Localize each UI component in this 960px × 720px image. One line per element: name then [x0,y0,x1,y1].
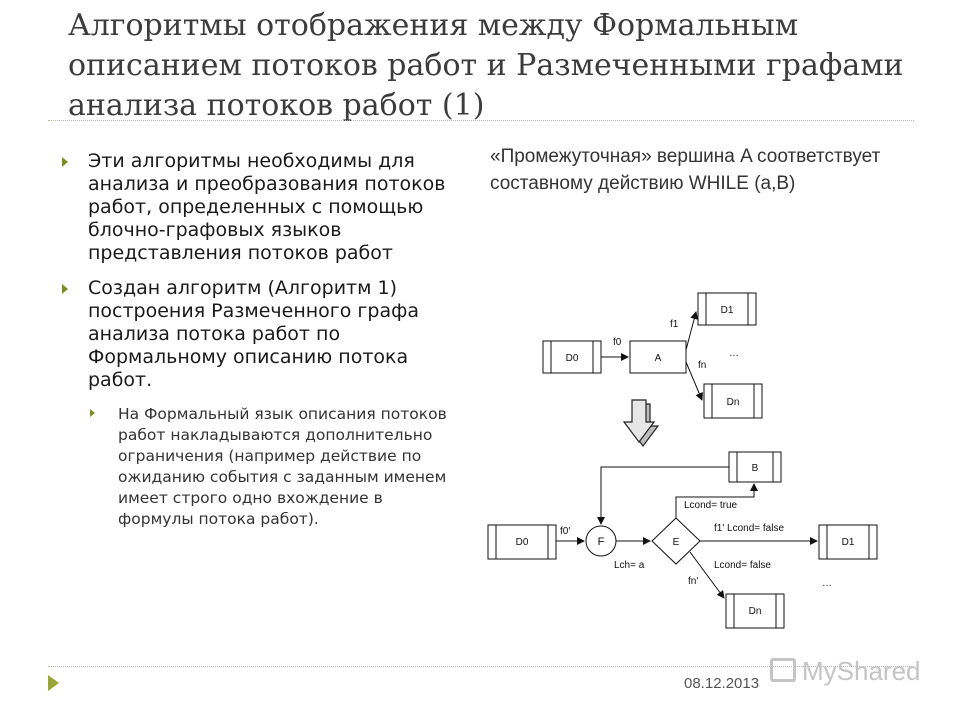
edge-label: f1' Lcond= false [714,523,785,534]
edge-f1 [686,312,696,350]
node-label: F [597,536,605,548]
bullet-text: Создан алгоритм (Алгоритм 1) построения Размеченного графа анализа потока работ по Формальному описанию потока работ. [88,277,420,391]
edge-loop-back [601,467,729,524]
node-label: D0 [515,537,529,548]
edge-label: Lcond= false [714,560,771,571]
ellipsis: … [729,348,739,359]
node-label: B [751,463,759,474]
sub-bullet-text: На Формальный язык описания потоков работ накладываются дополнительно ограничения (например действие по ожиданию события с заданным именем имеет строго одно вхождение в формулы потока работ). [118,405,447,528]
node-d1-bottom [819,525,877,559]
edge-fnp [690,552,724,598]
node-d1-top [698,293,756,325]
node-dn-bottom [726,594,784,628]
edge-label: f0 [613,337,622,348]
edge-label: fn [698,360,707,371]
node-a [630,341,686,373]
title-divider [48,120,914,121]
slide-title: Алгоритмы отображения между Формальным описанием потоков работ и Размеченными графами анализа потоков работ (1) [68,8,904,123]
node-label: D1 [841,537,855,548]
ellipsis: … [822,578,832,589]
node-f [586,526,616,556]
edge-label: Lcond= true [684,500,738,511]
footer-arrow-icon [48,675,59,691]
node-d0-bottom [488,525,556,559]
bullet-item [60,150,460,265]
bullet-list [60,150,460,530]
bullet-arrow-icon [62,157,68,167]
node-e [652,518,700,564]
node-label: Dn [748,606,762,617]
bullet-item [60,277,460,392]
node-label: D1 [720,305,734,316]
workflow-diagram [480,280,920,640]
diagram-caption: «Промежуточная» вершина A соответствует составному действию WHILE (a,B) [490,146,881,194]
bullet-arrow-icon [62,284,68,294]
node-d0-top [543,341,601,373]
node-label: D0 [565,353,579,364]
slide-date: 08.12.2013 [684,675,760,692]
sub-bullet-item [60,404,460,530]
edge-label: fn' [688,576,699,587]
node-b [729,452,781,482]
edge-label: f0' [560,526,571,537]
transform-arrow-icon [624,400,658,446]
edge-label: Lch= a [614,560,645,571]
node-dn-top [704,384,762,418]
watermark-text: MyShared [802,656,921,686]
node-label: A [654,353,662,364]
bullet-arrow-icon [90,409,95,417]
node-label: Dn [726,397,740,408]
edge-label: f1 [670,319,679,330]
bullet-text: Эти алгоритмы необходимы для анализа и преобразования потоков работ, определенных с помощью блочно-графовых языков представления потоков работ [88,150,446,264]
node-label: E [672,537,680,548]
watermark [770,656,921,687]
watermark-logo-icon [770,658,796,682]
